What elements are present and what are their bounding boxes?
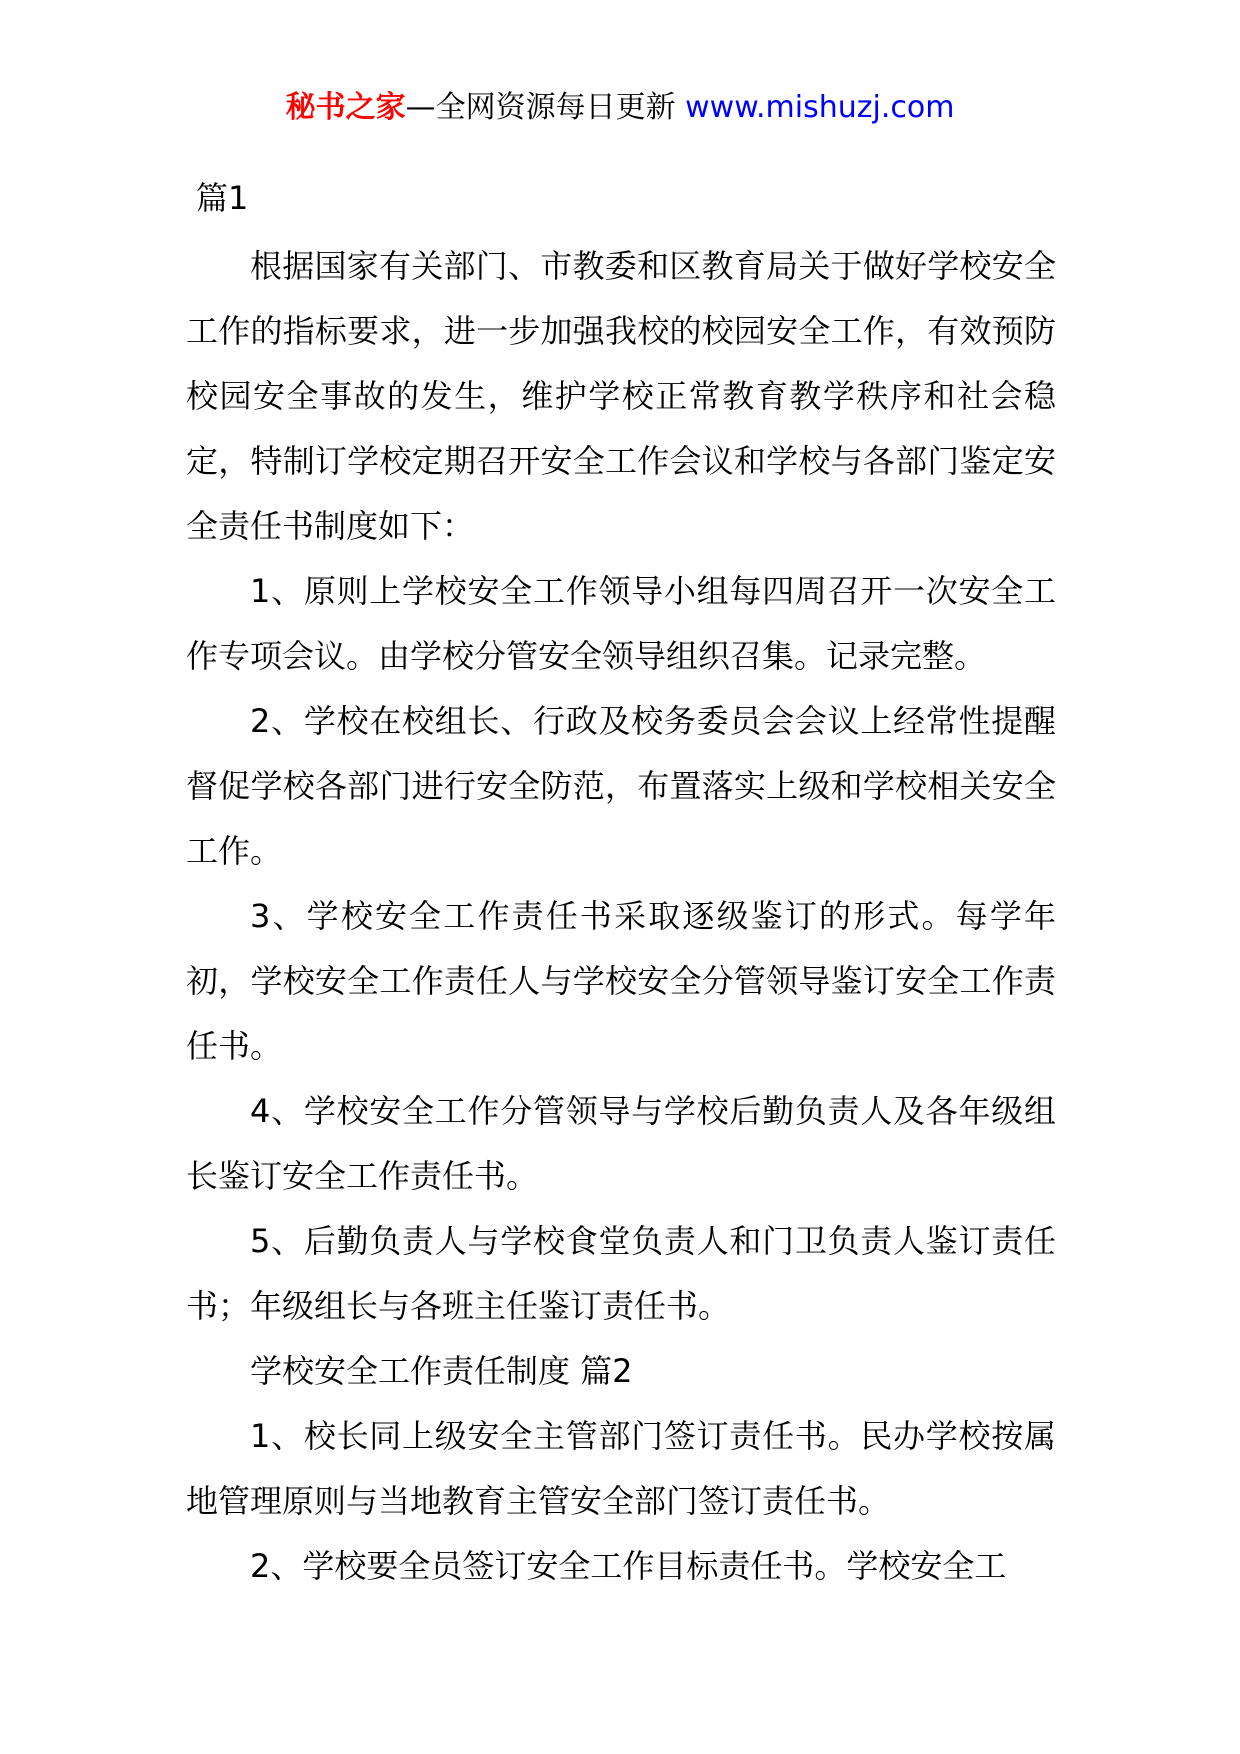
section-2-title: 学校安全工作责任制度 篇2	[250, 1352, 633, 1390]
rule-item-4: 4、学校安全工作分管领导与学校后勤负责人及各年级组长鉴订安全工作责任书。	[186, 1092, 1056, 1195]
rule-item-2: 2、学校在校组长、行政及校务委员会会议上经常性提醒督促学校各部门进行安全防范，布置落实上级和学校相关安全工作。	[186, 702, 1056, 870]
brand-name: 秘书之家	[285, 90, 406, 125]
rule-item-3: 3、学校安全工作责任书采取逐级鉴订的形式。每学年初，学校安全工作责任人与学校安全分管领导鉴订安全工作责任书。	[186, 897, 1056, 1065]
document-heading: 篇1	[196, 179, 249, 217]
document-body	[186, 170, 1056, 1599]
rule-item-5: 5、后勤负责人与学校食堂负责人和门卫负责人鉴订责任书；年级组长与各班主任鉴订责任书。	[186, 1222, 1056, 1325]
section-2-item-1: 1、校长同上级安全主管部门签订责任书。民办学校按属地管理原则与当地教育主管安全部门签订责任书。	[186, 1417, 1056, 1520]
intro-paragraph: 根据国家有关部门、市教委和区教育局关于做好学校安全工作的指标要求，进一步加强我校的校园安全工作，有效预防校园安全事故的发生，维护学校正常教育教学秩序和社会稳定，特制订学校定期召开安全工作会议和学校与各部门鉴定安全责任书制度如下：	[186, 247, 1056, 545]
rule-item-1: 1、原则上学校安全工作领导小组每四周召开一次安全工作专项会议。由学校分管安全领导组织召集。记录完整。	[186, 572, 1056, 675]
site-url-link[interactable]: www.mishuzj.com	[685, 90, 955, 125]
header-tagline: —全网资源每日更新	[405, 90, 676, 125]
site-header	[0, 88, 1240, 128]
section-2-item-2: 2、学校要全员签订安全工作目标责任书。学校安全工	[250, 1547, 1007, 1585]
